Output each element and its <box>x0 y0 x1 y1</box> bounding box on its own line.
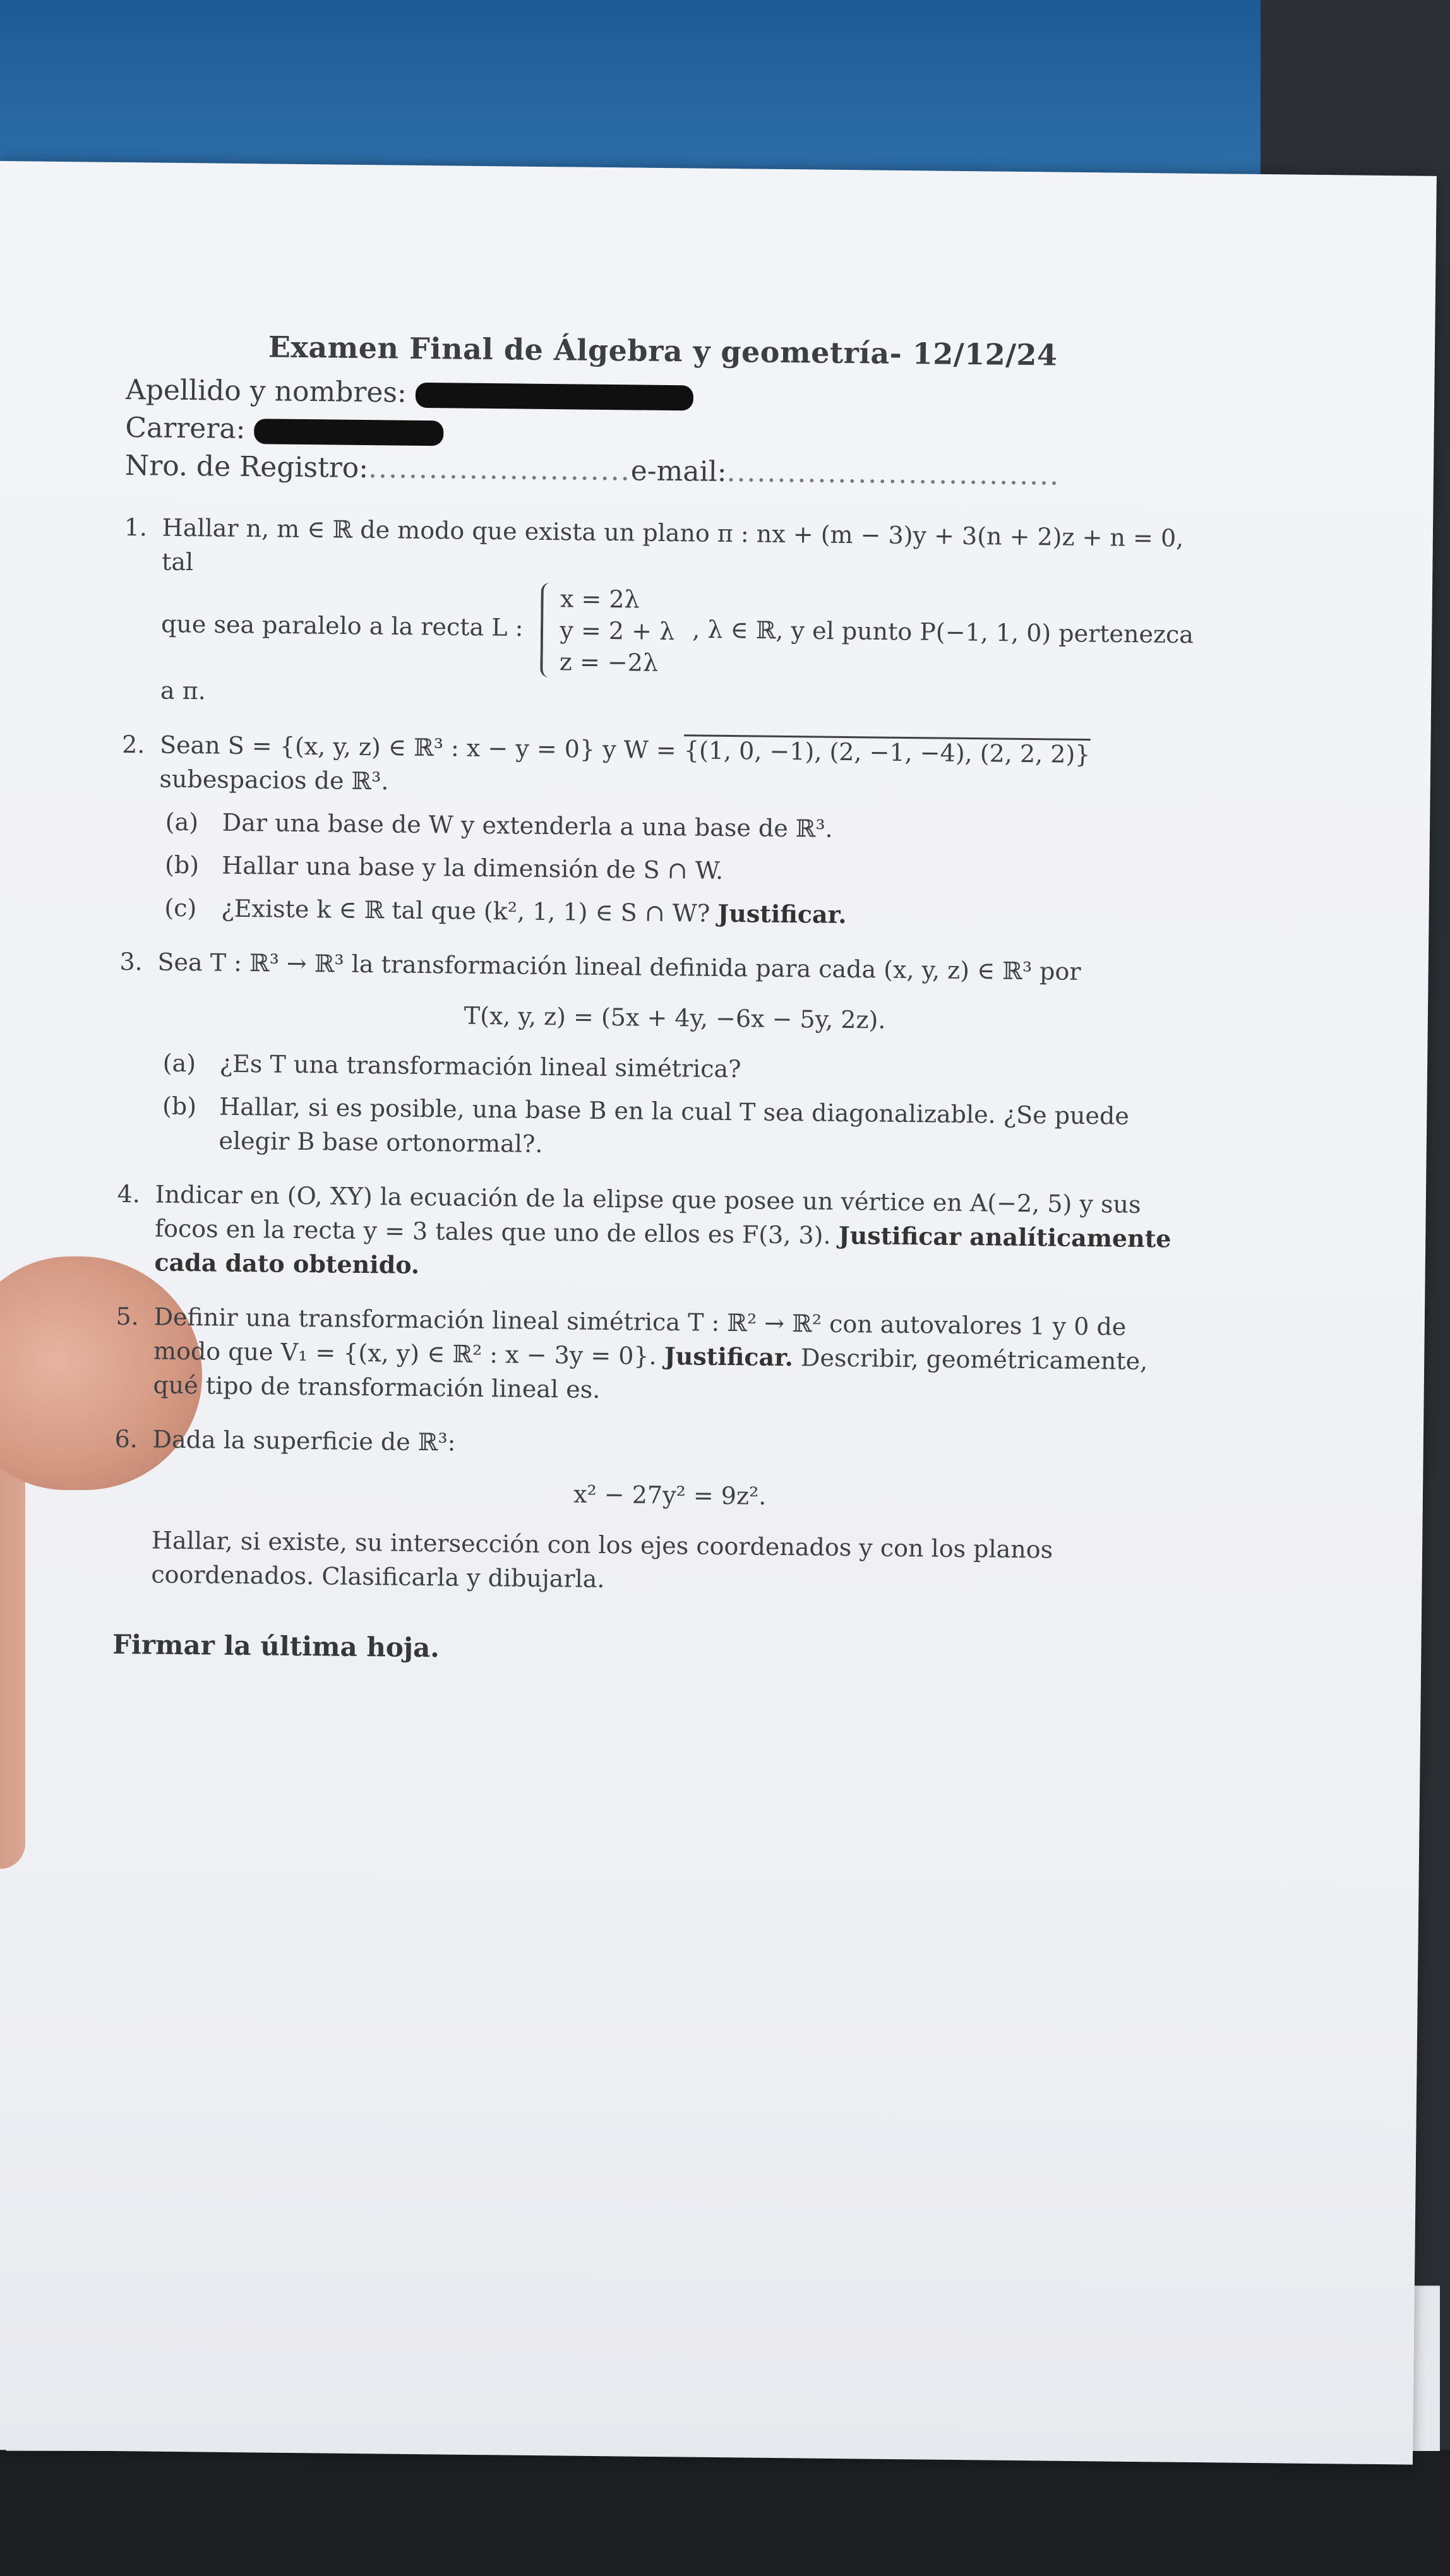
formula: T(x, y, z) = (5x + 4y, −6x − 5y, 2z). <box>464 1001 886 1034</box>
subpart-text: Dar una base de W y extenderla a una base de ℝ³. <box>222 808 833 843</box>
problem-text: Sean S = {(x, y, z) ∈ ℝ³ : x − y = 0} y W = <box>159 730 676 765</box>
problem-1 <box>123 510 1198 719</box>
problem-text: Sea T : ℝ³ → ℝ³ la transformación lineal definida para cada (x, y, z) ∈ ℝ³ por <box>157 948 1081 986</box>
subpart <box>159 848 1194 893</box>
justify-note: Justificar. <box>664 1342 794 1372</box>
subpart-text: ¿Es T una transformación lineal simétrica? <box>219 1049 741 1083</box>
problem-text: a π. <box>160 676 207 705</box>
subpart-text: Hallar, si es posible, una base B en la cual T sea diagonalizable. ¿Se puede elegir B base ortonormal?. <box>219 1092 1130 1158</box>
justify-note: Justificar. <box>717 898 847 929</box>
problem-text <box>154 1178 1191 1291</box>
name-label: Apellido y nombres: <box>125 373 407 409</box>
problem-text: Dada la superficie de ℝ³: <box>152 1425 456 1457</box>
problem-text: subespacios de ℝ³. <box>159 765 389 796</box>
email-label: e-mail: <box>630 455 727 488</box>
problem-text <box>153 1300 1190 1413</box>
problem-text: que sea paralelo a la recta L : <box>160 610 524 642</box>
problem-number: 4. <box>117 1179 141 1208</box>
problem-text: Hallar n, m ∈ ℝ de modo que exista un plano π : nx + (m − 3)y + 3(n + 2)z + n = 0, tal <box>161 513 1184 576</box>
hand <box>0 1440 25 1869</box>
line-system <box>541 583 675 679</box>
system-equation: z = −2λ <box>559 648 659 677</box>
problem-text <box>160 579 1197 684</box>
background-bottom <box>0 2450 1450 2576</box>
subpart-label: (a) <box>165 808 199 837</box>
sign-instruction: Firmar la última hoja. <box>112 1628 440 1664</box>
problem-3 <box>117 945 1193 1168</box>
problem-4 <box>116 1177 1191 1291</box>
subpart-label: (b) <box>164 850 200 880</box>
problem-text: Definir una transformación lineal simétrica T : ℝ² → ℝ² con autovalores 1 y 0 de modo que V₁ = {(x, y) ∈ ℝ² : x − 3y = 0}. <box>153 1303 1127 1370</box>
problem-5 <box>115 1299 1190 1413</box>
subpart <box>155 1089 1192 1168</box>
redaction-mark <box>254 419 443 446</box>
justify-note: Justificar analíticamente cada dato obtenido. <box>154 1220 1171 1279</box>
formula: x² − 27y² = 9z². <box>573 1480 767 1510</box>
problem-number: 2. <box>121 730 145 759</box>
exam-title: Examen Final de Álgebra y geometría- 12/12/24 <box>268 330 1058 373</box>
subpart <box>159 805 1195 850</box>
subpart <box>157 1046 1192 1091</box>
problem-text: Indicar en (O, XY) la ecuación de la elipse que posee un vértice en A(−2, 5) y sus focos en la recta y = 3 tales que uno de ellos es F(3, 3). <box>154 1180 1141 1249</box>
problem-text: , λ ∈ ℝ, y el punto P(−1, 1, 0) pertenezca <box>692 615 1194 649</box>
problem-number: 1. <box>124 513 148 542</box>
system-equation: x = 2λ <box>560 585 640 614</box>
registry-label: Nro. de Registro: <box>124 449 369 485</box>
problem-6 <box>113 1422 1189 1602</box>
subpart-label: (c) <box>164 893 197 922</box>
system-equation: y = 2 + λ <box>560 616 675 646</box>
redaction-mark <box>416 382 693 410</box>
problem-list <box>113 510 1198 1602</box>
career-label: Carrera: <box>125 411 246 445</box>
email-dots: ................................. <box>726 455 1060 492</box>
problem-text: Hallar, si existe, su intersección con los ejes coordenados y con los planos coordenados. Clasificarla y dibujarla. <box>151 1526 1053 1594</box>
problem-number: 5. <box>116 1302 140 1331</box>
subpart-text: ¿Existe k ∈ ℝ tal que (k², 1, 1) ∈ S ∩ W? <box>221 894 710 927</box>
problem-number: 6. <box>114 1424 138 1453</box>
span-set: {(1, 0, −1), (2, −1, −4), (2, 2, 2)} <box>683 736 1091 769</box>
subpart-text: Hallar una base y la dimensión de S ∩ W. <box>221 851 724 885</box>
subpart-label: (a) <box>162 1049 196 1078</box>
problem-text <box>159 728 1195 807</box>
subpart-label: (b) <box>162 1092 197 1121</box>
subpart <box>158 891 1194 936</box>
registry-dots: .......................... <box>368 452 632 487</box>
problem-text: Describir, geométricamente, qué tipo de transformación lineal es. <box>153 1344 1148 1404</box>
exam-content <box>112 328 1200 1671</box>
problem-number: 3. <box>119 947 143 976</box>
problem-2 <box>120 727 1195 936</box>
